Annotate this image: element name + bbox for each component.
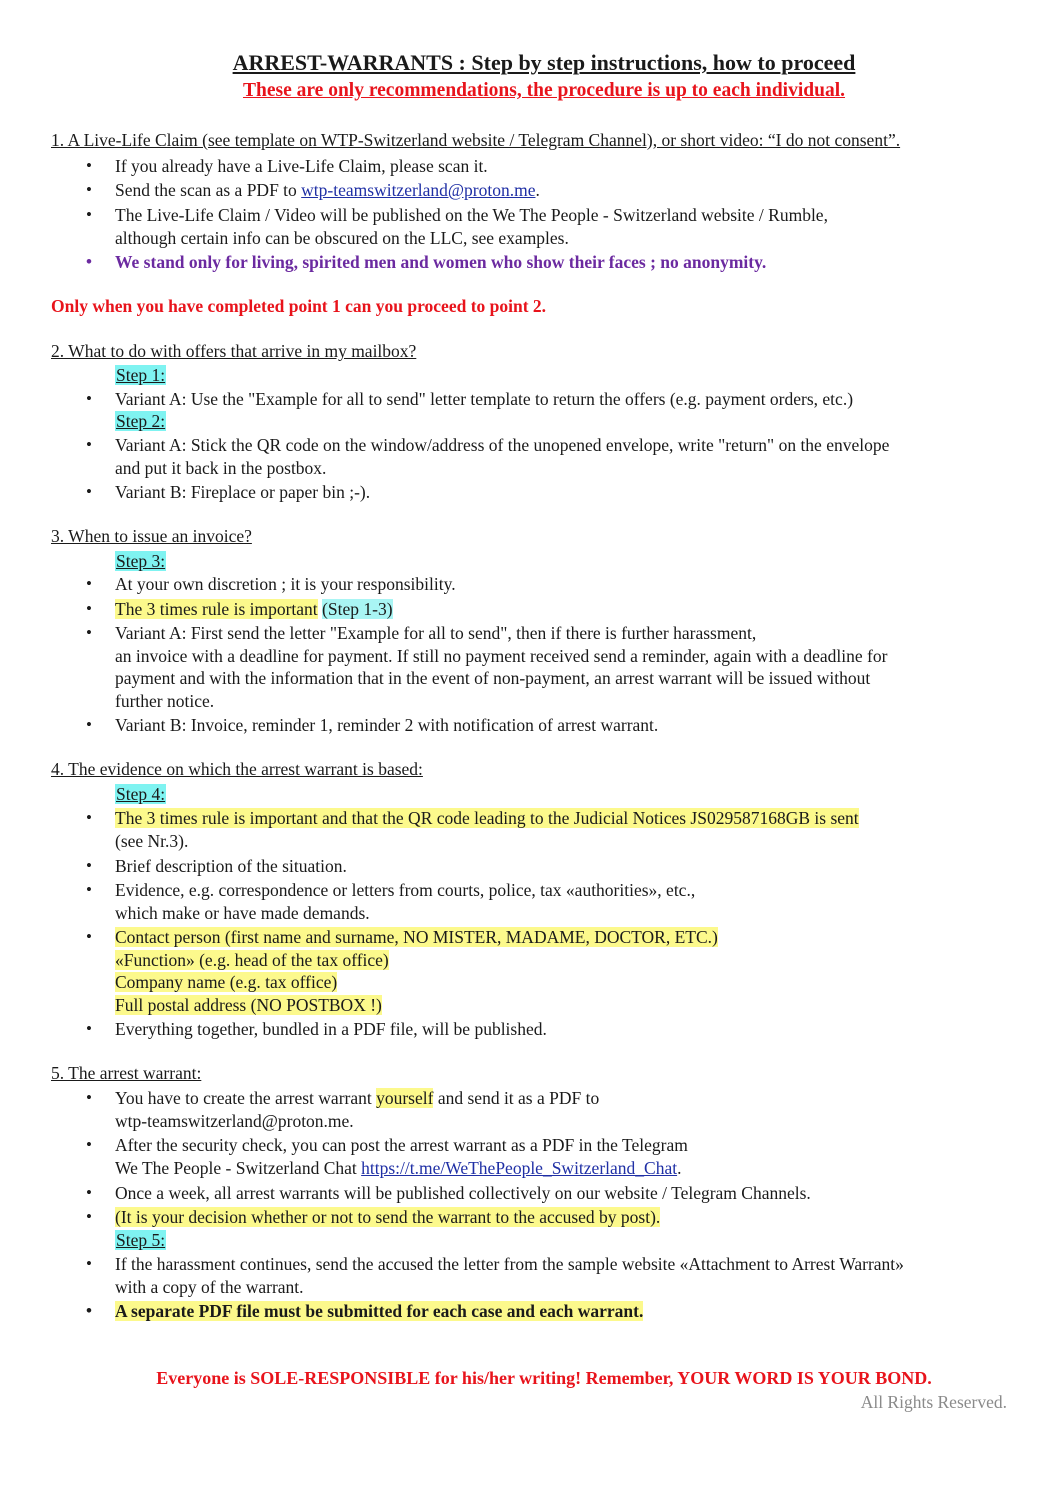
section-5-bullet-2: • After the security check, you can post the arrest warrant as a PDF in the Telegram We The People - Switzerland Chat https://t.me/WeThePeople_Switzerland_Chat. bbox=[115, 1134, 1015, 1179]
footer-notice: Everyone is SOLE-RESPONSIBLE for his/her writing! Remember, YOUR WORD IS YOUR BOND. bbox=[156, 1368, 932, 1388]
section-4-bullet-3: • Evidence, e.g. correspondence or letters from courts, police, tax «authorities», etc., which make or have made demands. bbox=[115, 879, 1015, 924]
section-1-heading: 1. A Live-Life Claim (see template on WTP-Switzerland website / Telegram Channel), or short video: “I do not consent”. bbox=[51, 130, 901, 150]
section-5-bullet-3: • Once a week, all arrest warrants will be published collectively on our website / Telegram Channels. bbox=[115, 1182, 1015, 1205]
proceed-note: Only when you have completed point 1 can you proceed to point 2. bbox=[51, 296, 547, 316]
section-4-bullet-4: • Contact person (first name and surname, NO MISTER, MADAME, DOCTOR, ETC.) «Function» (e.g. head of the tax office) Company name (e.g. tax office) Full postal address (NO POSTBOX !) bbox=[115, 926, 1015, 1016]
step-1-label: Step 1: bbox=[116, 365, 166, 385]
section-1-bullet-2: • Send the scan as a PDF to wtp-teamswitzerland@proton.me. bbox=[115, 179, 1015, 202]
step-4-label: Step 4: bbox=[116, 784, 166, 804]
email-link[interactable]: wtp-teamswitzerland@proton.me bbox=[301, 180, 536, 200]
step-3-label: Step 3: bbox=[116, 551, 166, 571]
section-5-bullet-6: • A separate PDF file must be submitted for each case and each warrant. bbox=[115, 1300, 1015, 1323]
section-5-bullet-5: • If the harassment continues, send the accused the letter from the sample website «Attachment to Arrest Warrant» with a copy of the warrant. bbox=[115, 1253, 1015, 1298]
section-4-bullet-2: • Brief description of the situation. bbox=[115, 855, 1015, 878]
section-2-bullet-3: • Variant B: Fireplace or paper bin ;-). bbox=[115, 481, 1015, 504]
section-1-bullet-1: • If you already have a Live-Life Claim, please scan it. bbox=[115, 155, 1015, 178]
telegram-chat-link[interactable]: https://t.me/WeThePeople_Switzerland_Chat bbox=[361, 1157, 678, 1178]
section-3-bullet-1: • At your own discretion ; it is your responsibility. bbox=[115, 573, 1015, 596]
section-3-bullet-4: • Variant B: Invoice, reminder 1, reminder 2 with notification of arrest warrant. bbox=[115, 714, 1015, 737]
section-5-bullet-4: • (It is your decision whether or not to send the warrant to the accused by post). bbox=[115, 1206, 1015, 1229]
document-subtitle: These are only recommendations, the procedure is up to each individual. bbox=[242, 80, 845, 101]
section-2-bullet-2: • Variant A: Stick the QR code on the window/address of the unopened envelope, write "return" on the envelope and put it back in the postbox. bbox=[115, 434, 1015, 479]
section-4-bullet-5: • Everything together, bundled in a PDF file, will be published. bbox=[115, 1018, 1015, 1041]
rights-notice: All Rights Reserved. bbox=[860, 1392, 1007, 1412]
section-5-bullet-1: • You have to create the arrest warrant yourself and send it as a PDF to wtp-teamswitzerland@proton.me. bbox=[115, 1087, 1015, 1132]
step-5-label: Step 5: bbox=[116, 1230, 166, 1250]
document-title: ARREST-WARRANTS : Step by step instructions, how to proceed bbox=[232, 50, 856, 75]
section-2-heading: 2. What to do with offers that arrive in my mailbox? bbox=[51, 341, 417, 361]
section-4-bullet-1: • The 3 times rule is important and that the QR code leading to the Judicial Notices JS029587168GB is sent (see Nr.3). bbox=[115, 807, 1015, 852]
section-1-bullet-3: • The Live-Life Claim / Video will be published on the We The People - Switzerland website / Rumble, although certain info can be obscured on the LLC, see examples. bbox=[115, 204, 1015, 249]
step-2-label: Step 2: bbox=[116, 411, 166, 431]
section-3-bullet-3: • Variant A: First send the letter "Example for all to send", then if there is further harassment, an invoice with a deadline for payment. If still no payment received send a reminder, again with a deadline for payment and with the information that in the event of non-payment, an arrest warrant will be issued without further notice. bbox=[115, 622, 1015, 712]
section-5-heading: 5. The arrest warrant: bbox=[51, 1063, 202, 1083]
section-2-bullet-1: • Variant A: Use the "Example for all to send" letter template to return the offers (e.g. payment orders, etc.) bbox=[115, 388, 1015, 411]
section-3-bullet-2: • The 3 times rule is important (Step 1-3) bbox=[115, 598, 1015, 621]
section-1-bullet-4: • We stand only for living, spirited men and women who show their faces ; no anonymity. bbox=[115, 251, 1015, 274]
section-3-heading: 3. When to issue an invoice? bbox=[51, 526, 252, 546]
section-4-heading: 4. The evidence on which the arrest warrant is based: bbox=[51, 759, 423, 779]
